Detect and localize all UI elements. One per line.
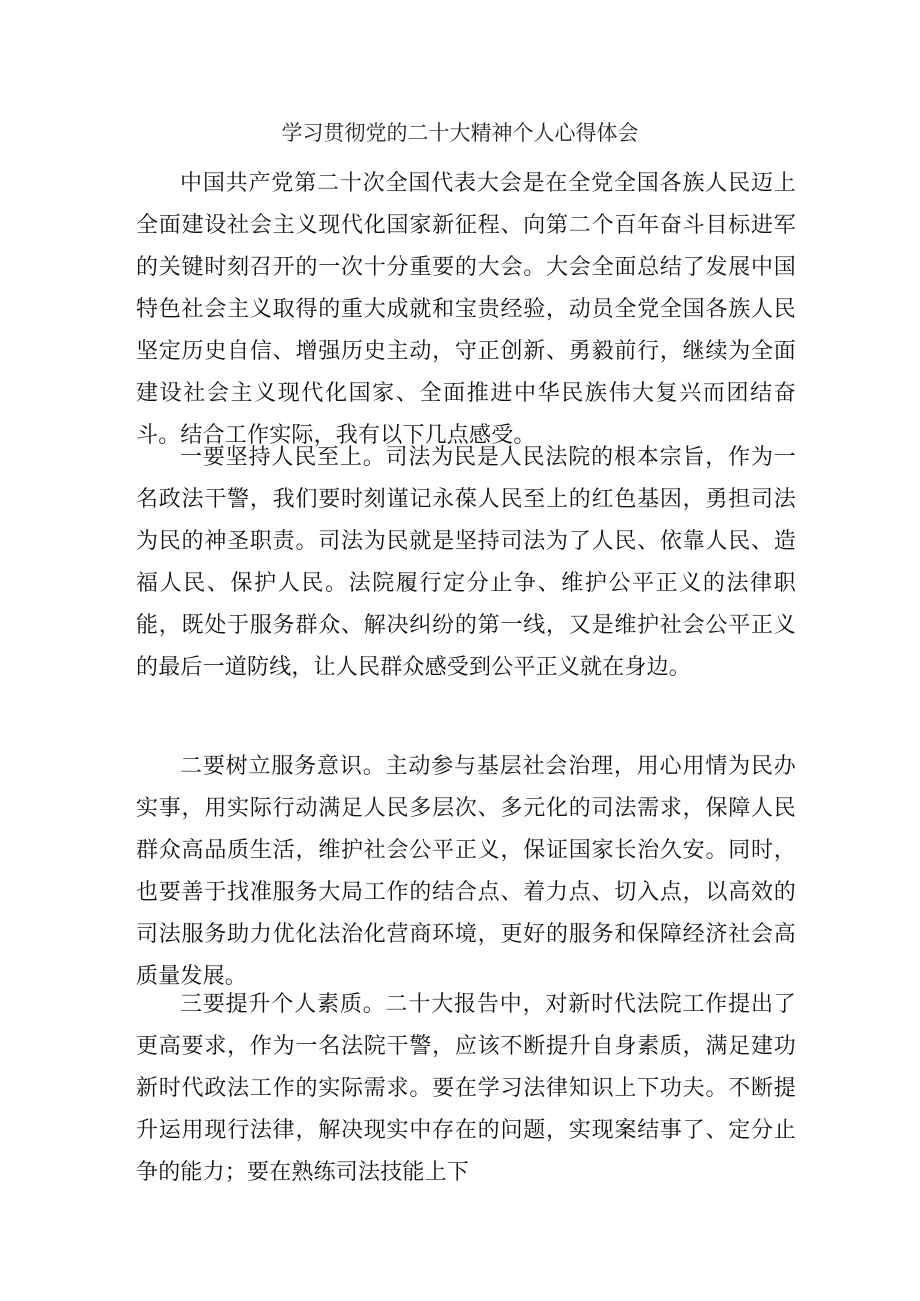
paragraph-service-awareness: 二要树立服务意识。主动参与基层社会治理，用心用情为民办实事，用实际行动满足人民多层次、多元化的司法需求，保障人民群众高品质生活，维护社会公平正义，保证国家长治久安。同时，也要善于找准服务大局工作的结合点、着力点、切入点，以高效的司法服务助力优化法治化营商环境，更好的服务和保障经济社会高质量发展。 <box>136 754 796 989</box>
document-title: 学习贯彻党的二十大精神个人心得体会 <box>281 121 639 145</box>
paragraph-personal-quality: 三要提升个人素质。二十大报告中，对新时代法院工作提出了更高要求，作为一名法院干警，应该不断提升自身素质，满足建功新时代政法工作的实际需求。要在学习法律知识上下功夫。不断提升运用现行法律，解决现实中存在的问题，实现案结事了、定分止争的能力；要在熟练司法技能上下 <box>136 992 796 1185</box>
paragraph-intro: 中国共产党第二十次全国代表大会是在全党全国各族人民迈上全面建设社会主义现代化国家新征程、向第二个百年奋斗目标进军的关键时刻召开的一次十分重要的大会。大会全面总结了发展中国特色社会主义取得的重大成就和宝贵经验，动员全党全国各族人民坚定历史自信、增强历史主动，守正创新、勇毅前行，继续为全面建设社会主义现代化国家、全面推进中华民族伟大复兴而团结奋斗。结合工作实际，我有以下几点感受。 <box>136 171 796 448</box>
paragraph-people-first: 一要坚持人民至上。司法为民是人民法院的根本宗旨，作为一名政法干警，我们要时刻谨记永葆人民至上的红色基因，勇担司法为民的神圣职责。司法为民就是坚持司法为了人民、依靠人民、造福人民、保护人民。法院履行定分止争、维护公平正义的法律职能，既处于服务群众、解决纠纷的第一线，又是维护社会公平正义的最后一道防线，让人民群众感受到公平正义就在身边。 <box>136 445 796 680</box>
